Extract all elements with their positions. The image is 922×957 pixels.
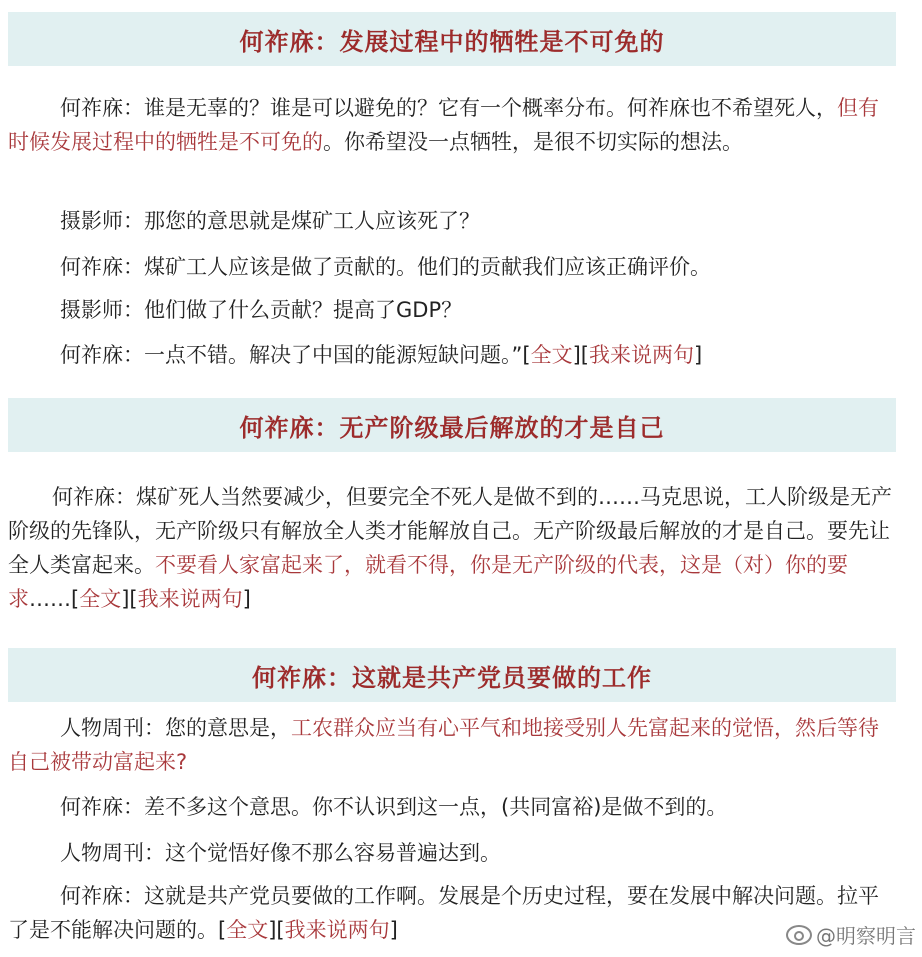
full-text-link[interactable]: 全文 [530, 343, 573, 367]
full-text-link[interactable]: 全文 [79, 587, 122, 611]
highlight-quote: 工农群众应当有心平气和地接受别人先富起来的觉悟，然后等待自己被带动富起来? [8, 716, 879, 774]
watermark-text: @明察明言 [816, 924, 916, 948]
section-2-title-text: 何祚庥：无产阶级最后解放的才是自己 [239, 413, 665, 442]
section-3-title [8, 648, 896, 702]
highlight-quote: 但有时候发展过程中的牺牲是不可免的 [8, 96, 879, 154]
weibo-logo-icon [786, 925, 812, 945]
section-2-paragraph-1: 何祚庥：煤矿死人当然要减少，但要完全不死人是做不到的……马克思说，工人阶级是无产阶级的先锋队，无产阶级只有解放全人类才能解放自己。无产阶级最后解放的才是自己。要先让全人类富起来。不要看人家富起来了，就看不得，你是无产阶级的代表，这是（对）你的要求……[全文][我来说两句] [8, 485, 892, 611]
section-1-title-text: 何祚庥：发展过程中的牺牲是不可免的 [239, 27, 665, 56]
section-3-paragraph-2: 何祚庥：差不多这个意思。你不认识到这一点，(共同富裕)是做不到的。 [60, 795, 728, 819]
watermark [786, 920, 916, 949]
section-3-title-text: 何祚庥：这就是共产党员要做的工作 [252, 663, 652, 692]
section-1-paragraph-4: 摄影师：他们做了什么贡献？提高了GDP？ [60, 298, 463, 322]
full-text-link[interactable]: 全文 [226, 918, 269, 942]
section-3-paragraph-4: 何祚庥：这就是共产党员要做的工作啊。发展是个历史过程，要在发展中解决问题。拉平了是不能解决问题的。[全文][我来说两句] [8, 884, 879, 942]
section-1-paragraph-1: 何祚庥：谁是无辜的？谁是可以避免的？它有一个概率分布。何祚庥也不希望死人，但有时候发展过程中的牺牲是不可免的。你希望没一点牺牲，是很不切实际的想法。 [8, 96, 879, 154]
section-3-paragraph-1: 人物周刊：您的意思是，工农群众应当有心平气和地接受别人先富起来的觉悟，然后等待自己被带动富起来? [8, 716, 879, 774]
section-1-paragraph-5: 何祚庥：一点不错。解决了中国的能源短缺问题。”[全文][我来说两句] [60, 343, 703, 367]
comment-link[interactable]: 我来说两句 [284, 918, 390, 942]
section-2-title [8, 398, 896, 452]
comment-link[interactable]: 我来说两句 [588, 343, 694, 367]
comment-link[interactable]: 我来说两句 [137, 587, 243, 611]
section-1-title [8, 12, 896, 66]
section-1-paragraph-3: 何祚庥：煤矿工人应该是做了贡献的。他们的贡献我们应该正确评价。 [60, 255, 711, 279]
section-3-paragraph-3: 人物周刊：这个觉悟好像不那么容易普遍达到。 [60, 841, 501, 865]
highlight-quote: 不要看人家富起来了，就看不得，你是无产阶级的代表，这是（对）你的要求 [8, 553, 848, 611]
section-1-paragraph-2: 摄影师：那您的意思就是煤矿工人应该死了？ [60, 209, 480, 233]
